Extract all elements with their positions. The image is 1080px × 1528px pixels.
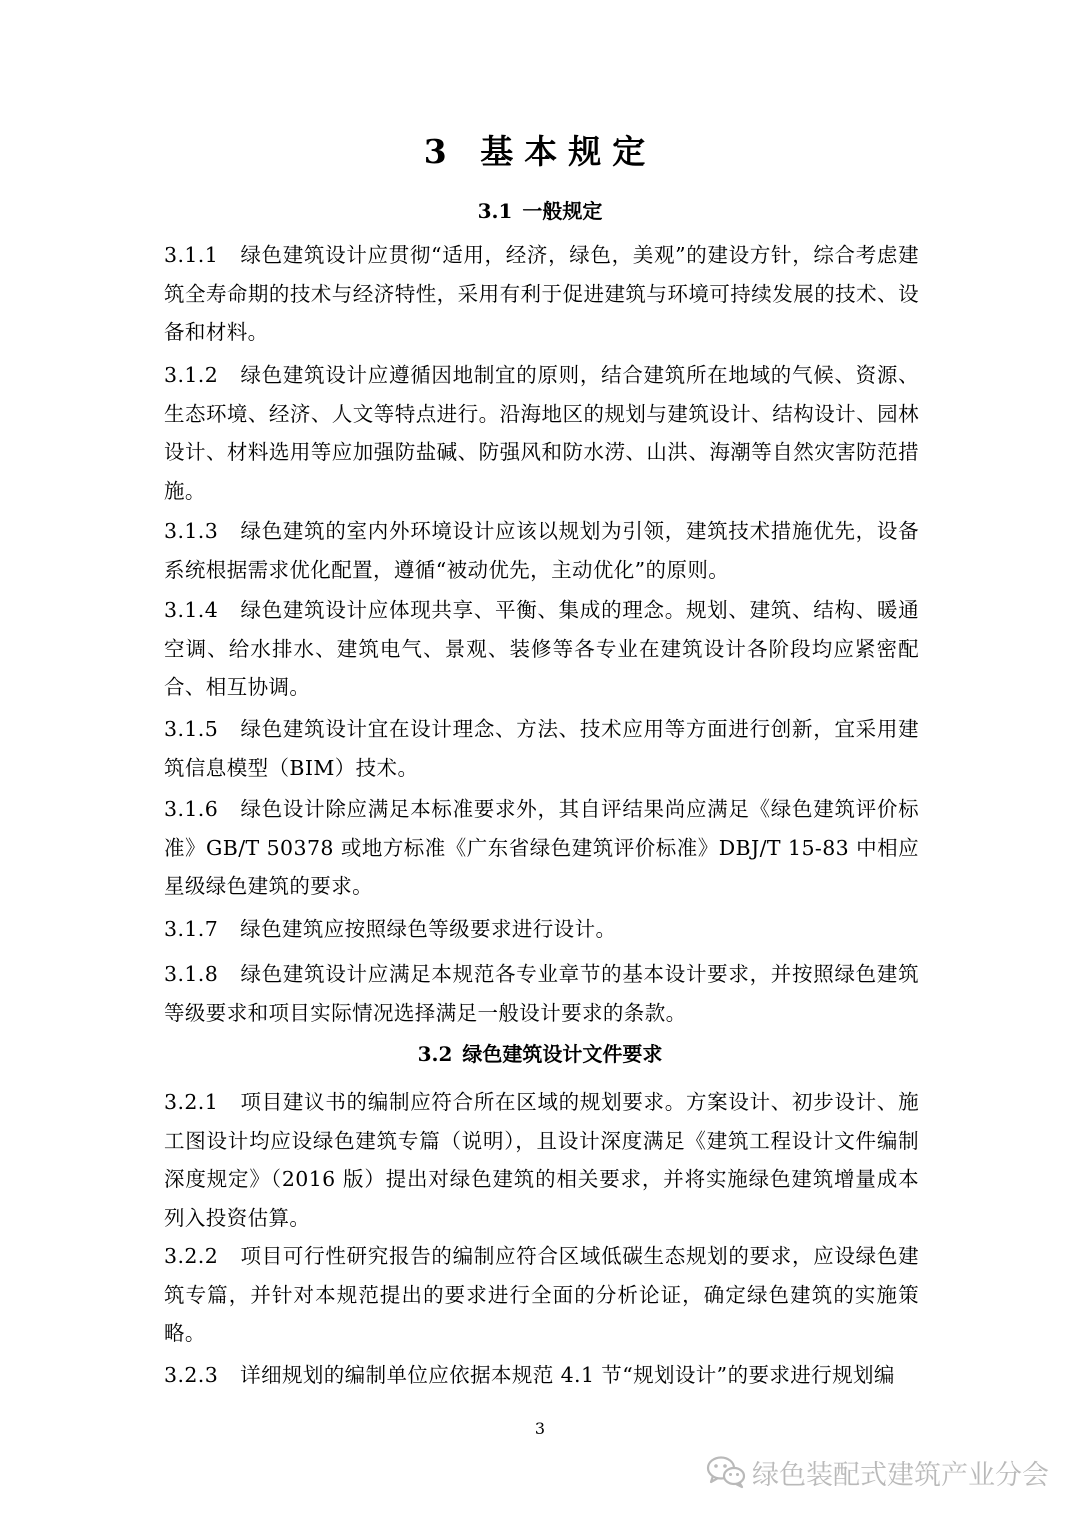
clause-number: 3.1.8 bbox=[164, 962, 219, 986]
section-title: 绿色建筑设计文件要求 bbox=[462, 1042, 663, 1066]
clause-text: 绿色建筑设计应遵循因地制宜的原则，结合建筑所在地域的气候、资源、生态环境、经济、人文等特点进行。沿海地区的规划与建筑设计、结构设计、园林设计、材料选用等应加强防盐碱、防强风和防水涝、山洪、海潮等自然灾害防范措施。 bbox=[164, 363, 919, 503]
clause-text: 详细规划的编制单位应依据本规范 4.1 节“规划设计”的要求进行规划编 bbox=[240, 1363, 895, 1387]
clause bbox=[164, 591, 919, 707]
clause bbox=[164, 790, 919, 906]
section-title: 一般规定 bbox=[522, 199, 603, 223]
section-number: 3.2 bbox=[417, 1042, 453, 1066]
clause-text: 绿色建筑的室内外环境设计应该以规划为引领，建筑技术措施优先，设备系统根据需求优化配置，遵循“被动优先，主动优化”的原则。 bbox=[164, 519, 919, 582]
clause-number: 3.2.2 bbox=[164, 1244, 219, 1268]
clause bbox=[164, 910, 919, 949]
clause bbox=[164, 512, 919, 589]
clause-text: 绿色建筑应按照绿色等级要求进行设计。 bbox=[240, 917, 617, 941]
clause-number: 3.2.1 bbox=[164, 1090, 219, 1114]
section-heading bbox=[0, 196, 1080, 226]
section-heading bbox=[0, 1039, 1080, 1069]
clause-text: 绿色设计除应满足本标准要求外，其自评结果尚应满足《绿色建筑评价标准》GB/T 50378 或地方标准《广东省绿色建筑评价标准》DBJ/T 15-83 中相应星级绿色建筑的要求。 bbox=[164, 797, 919, 898]
page-number: 3 bbox=[534, 1419, 546, 1438]
clause bbox=[164, 955, 919, 1032]
clause-text: 项目建议书的编制应符合所在区域的规划要求。方案设计、初步设计、施工图设计均应设绿色建筑专篇（说明），且设计深度满足《建筑工程设计文件编制深度规定》（2016 版）提出对绿色建筑的相关要求，并将实施绿色建筑增量成本列入投资估算。 bbox=[164, 1090, 919, 1230]
clause-number: 3.1.2 bbox=[164, 363, 219, 387]
clause-number: 3.1.5 bbox=[164, 717, 219, 741]
clause-number: 3.1.6 bbox=[164, 797, 219, 821]
clause-number: 3.1.4 bbox=[164, 598, 219, 622]
clause-number: 3.1.7 bbox=[164, 917, 219, 941]
clause-number: 3.1.1 bbox=[164, 243, 219, 267]
clause bbox=[164, 710, 919, 787]
clause-text: 绿色建筑设计应满足本规范各专业章节的基本设计要求，并按照绿色建筑等级要求和项目实际情况选择满足一般设计要求的条款。 bbox=[164, 962, 919, 1025]
clause bbox=[164, 1356, 919, 1395]
clause-number: 3.2.3 bbox=[164, 1363, 219, 1387]
watermark bbox=[706, 1450, 1049, 1494]
clause bbox=[164, 356, 919, 510]
clause-number: 3.1.3 bbox=[164, 519, 219, 543]
clause-text: 绿色建筑设计应体现共享、平衡、集成的理念。规划、建筑、结构、暖通空调、给水排水、建筑电气、景观、装修等各专业在建筑设计各阶段均应紧密配合、相互协调。 bbox=[164, 598, 919, 699]
clause bbox=[164, 1083, 919, 1237]
clause bbox=[164, 236, 919, 352]
wechat-icon bbox=[706, 1455, 746, 1489]
watermark-text: 绿色装配式建筑产业分会 bbox=[752, 1459, 1049, 1491]
clause-text: 绿色建筑设计应贯彻“适用，经济，绿色，美观”的建设方针，综合考虑建筑全寿命期的技术与经济特性，采用有利于促进建筑与环境可持续发展的技术、设备和材料。 bbox=[164, 243, 919, 344]
section-number: 3.1 bbox=[477, 199, 513, 223]
chapter-title: 3 基本规定 bbox=[423, 132, 657, 171]
clause bbox=[164, 1237, 919, 1353]
clause-text: 绿色建筑设计宜在设计理念、方法、技术应用等方面进行创新，宜采用建筑信息模型（BIM）技术。 bbox=[164, 717, 919, 780]
clause-text: 项目可行性研究报告的编制应符合区域低碳生态规划的要求，应设绿色建筑专篇，并针对本规范提出的要求进行全面的分析论证，确定绿色建筑的实施策略。 bbox=[164, 1244, 919, 1345]
